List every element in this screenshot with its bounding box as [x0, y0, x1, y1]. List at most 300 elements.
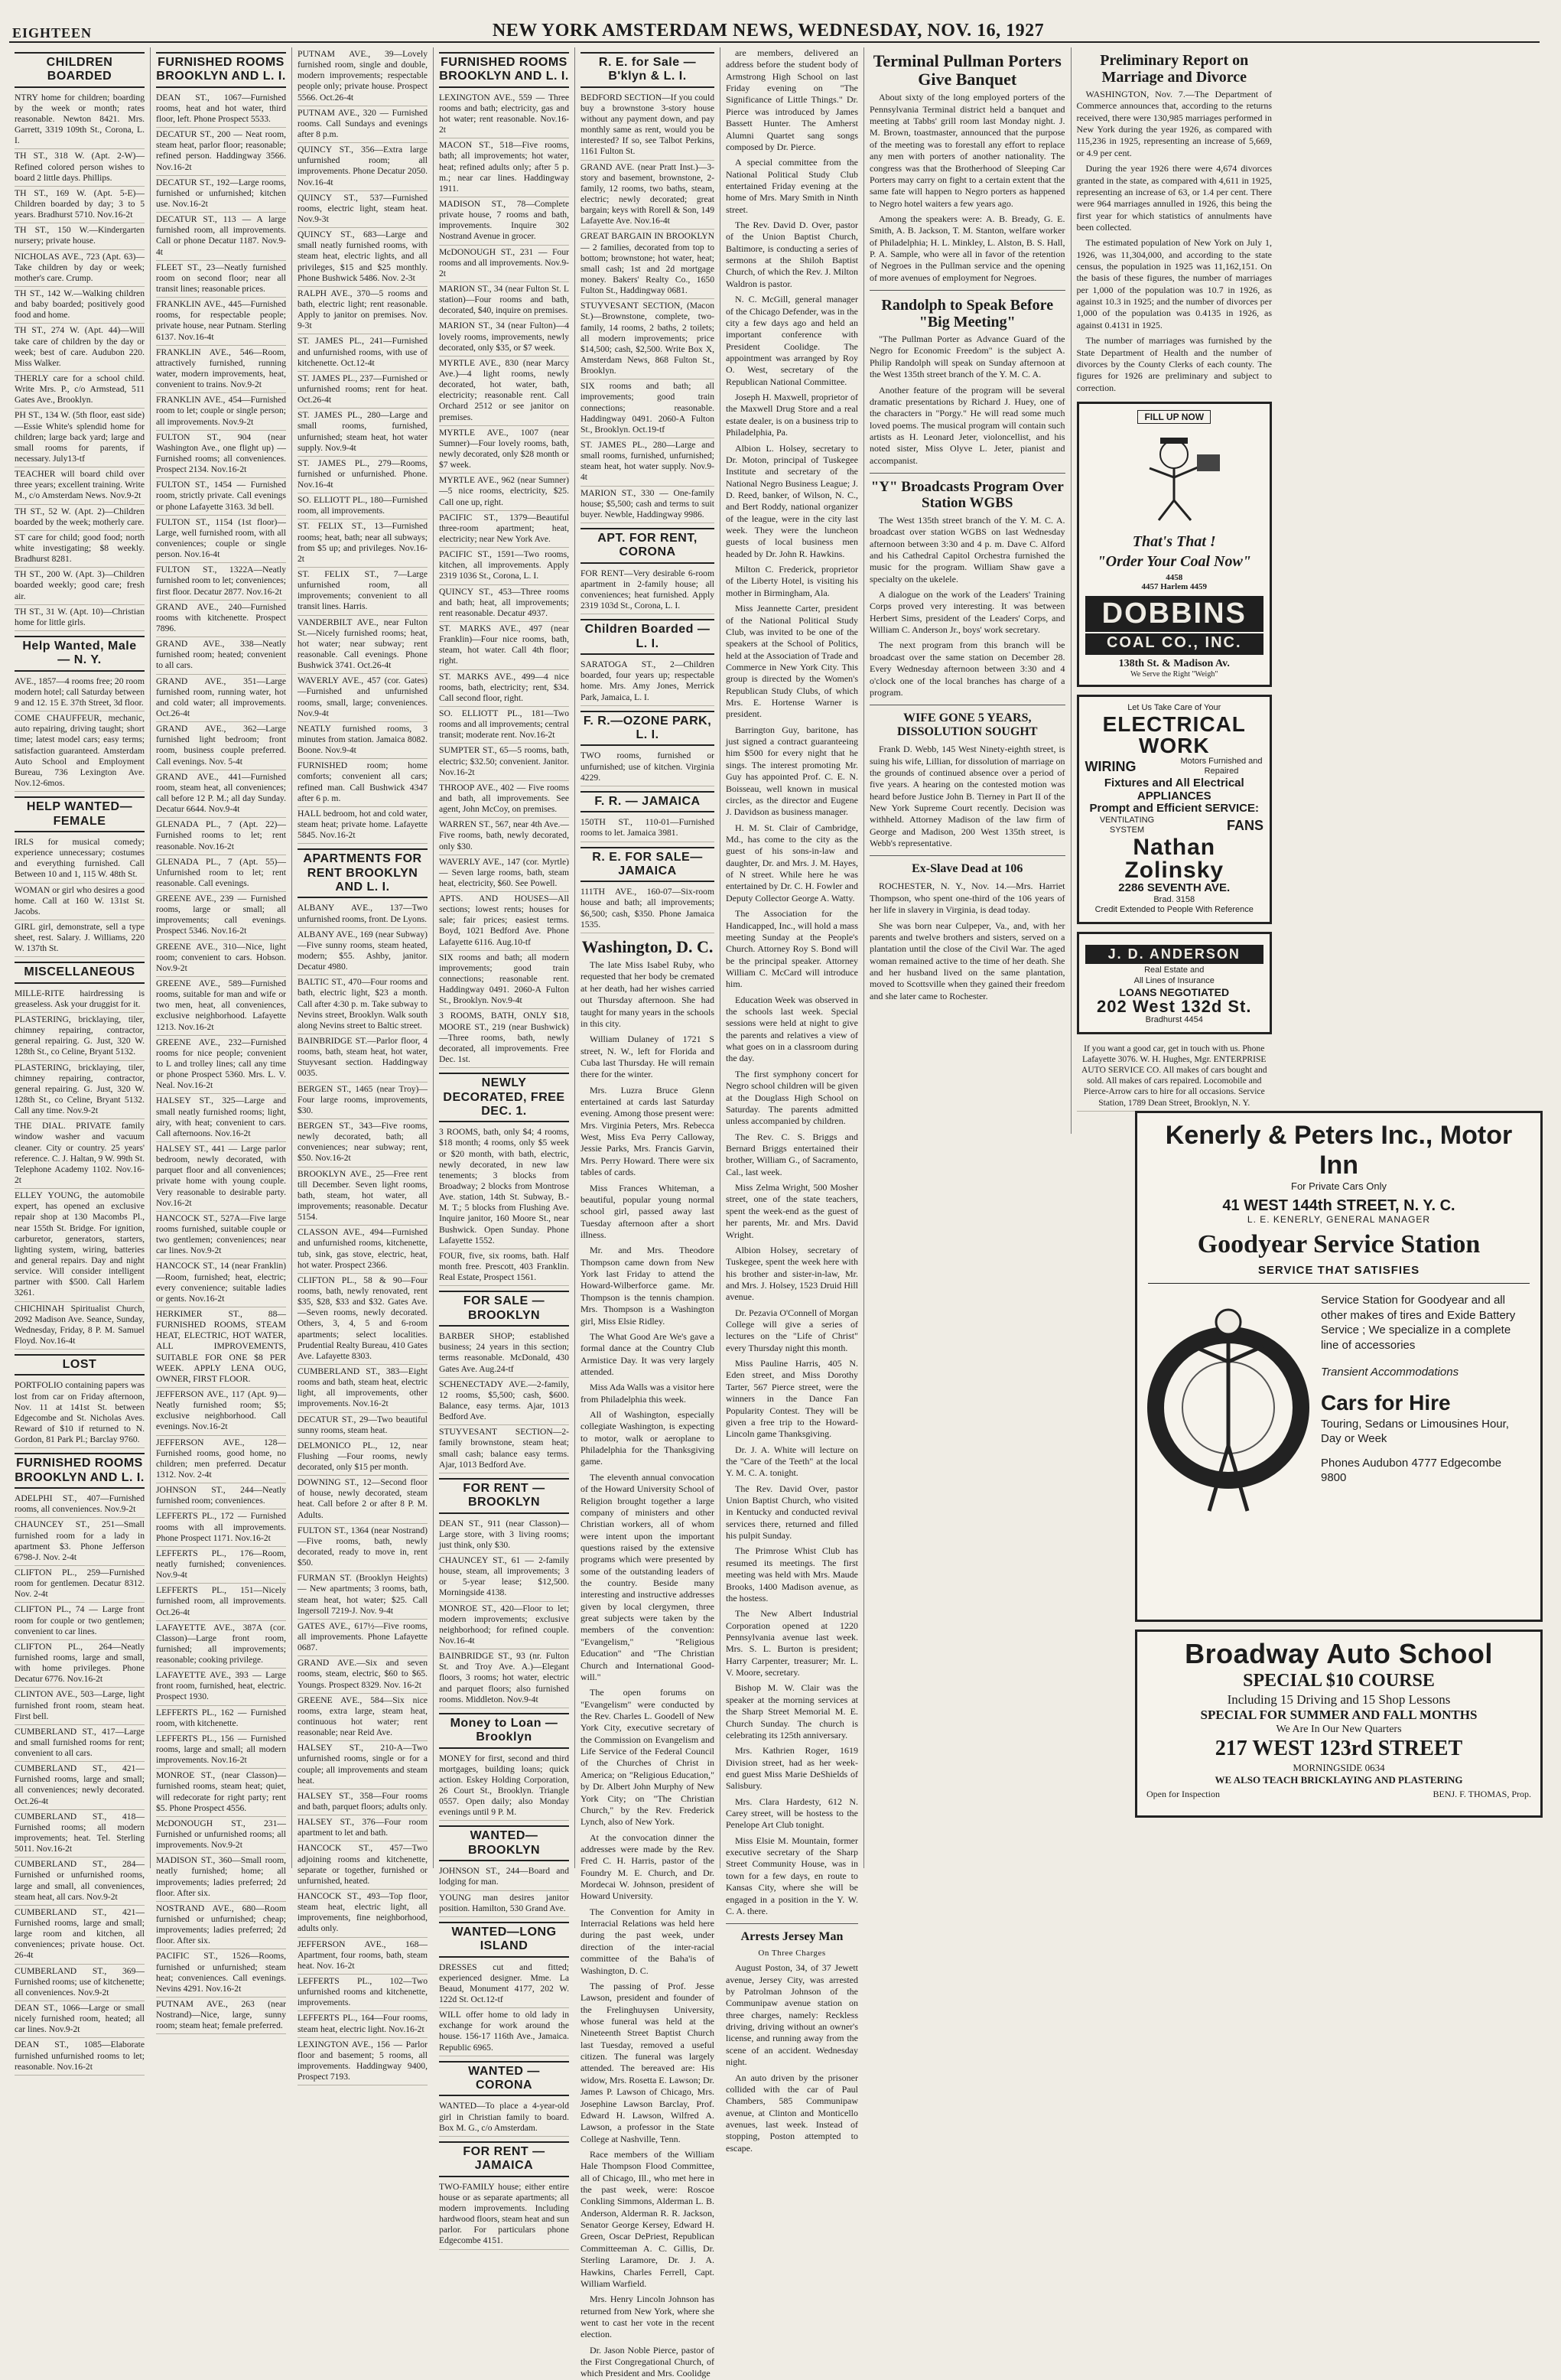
classified-ad: SARATOGA ST., 2—Children boarded, four years up; respectable home. Mrs. Amy Jones, Merrick Park, Jamaica, L. I.	[580, 658, 714, 706]
classified-ad: GRAND AVE., 338—Neatly furnished room; heated; convenient to all cars.	[156, 637, 286, 674]
story-paragraph: August Poston, 34, of 37 Jewett avenue, Jersey City, was arrested by Patrolman Johnson of the Communipaw avenue station on three charges, namely: Reckless driving, driving without an owner's license, and running away from the scene of an accident. Wednesday night.	[726, 1962, 858, 2068]
classified-ad: WAVERLY AVE., 147 (cor. Myrtle) — Seven large rooms, bath, steam heat, electricity, $60. See Powell.	[439, 855, 569, 892]
ad-list	[15, 1492, 145, 2076]
coal-company: COAL CO., INC.	[1085, 633, 1264, 655]
classified-ad: ALBANY AVE., 137—Two unfurnished rooms, front. De Lyons.	[298, 901, 428, 927]
classified-ad: FLEET ST., 23—Neatly furnished room on second floor; near all transit lines; reasonable prices.	[156, 261, 286, 298]
classified-ad: NEATLY furnished rooms, 3 minutes from station. Jamaica 8082. Boone. Nov.9-4t	[298, 722, 428, 759]
section-heading: FURNISHED ROOMS BROOKLYN AND L. I.	[15, 1453, 145, 1489]
classified-ad: LEFFERTS PL., 151—Nicely furnished room, all improvements. Oct.26-4t	[156, 1584, 286, 1620]
classified-ad: WAVERLY AVE., 457 (cor. Gates) —Furnished and unfurnished rooms, small, large; conveniences. Nov.9-4t	[298, 674, 428, 722]
classified-ad: THROOP AVE., 402 — Five rooms and bath, all improvements. See agent, John McCoy, on premises.	[439, 781, 569, 818]
classified-ad: FOR RENT—Very desirable 6-room apartment in 2-family house; all conveniences; heat furnished. Apply 2319 103d St., Corona, L. I.	[580, 567, 714, 615]
story-headline: Preliminary Report on Marriage and Divorce	[1100, 52, 1249, 86]
classified-ad: ST. MARKS AVE., 497 (near Franklin)—Four nice rooms, bath, steam, hot water. Call 4th floor; right.	[439, 622, 569, 670]
story-paragraph: The Rev. David D. Over, pastor of the Union Baptist Church, Baltimore, is conducting a series of sermons at the Shiloh Baptist Church, of which the Rev. J. Milton Waldron is pastor.	[726, 220, 858, 289]
story-paragraph: Mrs. Kathrien Roger, 1619 Division street, had as her week-end guest Miss Marie DeShields of Salisbury.	[726, 1745, 858, 1792]
classified-ad: VANDERBILT AVE., near Fulton St.—Nicely furnished rooms; heat, hot water; near subway; rent reasonable. Call evenings. Phone Bushwick 3741. Oct.26-4t	[298, 616, 428, 675]
classified-ad: PLASTERING, bricklaying, tiler, chimney repairing, contractor, general repairing. G. Just, 320 W. 128th St., co Celine, Bryant 5132.	[15, 1013, 145, 1061]
ad-list	[580, 816, 714, 842]
story-headline: Terminal Pullman Porters Give Banquet	[873, 51, 1062, 90]
story-paragraph: Education Week was observed in the schools last week. Special sessions were held at night to give the parents and relatives a view of what goes on in a classroom during the day.	[726, 994, 858, 1064]
section-heading: F. R. — JAMAICA	[580, 791, 714, 812]
story-headline: Randolph to Speak Before "Big Meeting"	[881, 297, 1054, 331]
section-heading: APARTMENTS FOR RENT BROOKLYN AND L. I.	[298, 848, 428, 898]
classified-ad: MONEY for first, second and third mortgages, building loans; quick action. Eskey Holding Corporation, 26 Court St., Brooklyn. Triangle 0557. Open daily; also Monday evenings until 9 P. M.	[439, 1752, 569, 1822]
story-paragraph: The first symphony concert for Negro school children will be given at the Douglass High School on Saturday. The parents admitted unless accompanied by children.	[726, 1068, 858, 1127]
classified-ad: PUTNAM AVE., 39—Lovely furnished room, single and double, modern improvements; respectable people only; private house. Prospect 5566. Oct.26-4t	[298, 47, 428, 106]
section-heading: Children Boarded — L. I.	[580, 619, 714, 655]
notice: FOUR, five, six rooms, bath. Half month free. Prescott, 403 Franklin. Real Estate, Prospect 1561.	[439, 1249, 569, 1286]
story-body	[1077, 89, 1273, 394]
ad-list	[439, 1864, 569, 1917]
classified-ad: TH ST., 142 W.—Walking children and baby boarded; positively good food and home.	[15, 287, 145, 324]
story-headline: WIFE GONE 5 YEARS, DISSOLUTION SOUGHT	[896, 711, 1038, 739]
story-paragraph: The Association for the Handicapped, Inc., will hold a mass meeting Sunday at the People's Church. Attorney Roy S. Bond will be the principal speaker. Attorney William C. McCard will introduce him.	[726, 908, 858, 990]
classified-ad: GRAND AVE., 240—Furnished rooms with kitchenette. Prospect 7896.	[156, 601, 286, 637]
classified-ad: TH ST., 52 W. (Apt. 2)—Children boarded by the week; motherly care.	[15, 505, 145, 531]
section-heading: F. R.—OZONE PARK, L. I.	[580, 711, 714, 747]
classified-ad: GLENADA PL., 7 (Apt. 22)—Furnished rooms to let; rent reasonable. Nov.16-2t	[156, 818, 286, 855]
story-paragraph: Miss Zelma Wright, 500 Mosher street, one of the state teachers, spent the week-end as the guest of her parents, Mr. and Mrs. David Wright.	[726, 1182, 858, 1240]
story-paragraph: The Rev. David Over, pastor Union Baptist Church, who visited in Kentucky and conducted revival services there, returned and filled his pulpit Sunday.	[726, 1483, 858, 1542]
classified-ad: DECATUR ST., 29—Two beautiful sunny rooms, steam heat.	[298, 1413, 428, 1439]
classified-ad: GREAT BARGAIN IN BROOKLYN — 2 families, decorated from top to bottom; brownstone; hot water, heat; small cash; 1st and 2d mortgage money. Bakers' Realty Co., 1650 Fulton St., Haddingway 0681.	[580, 230, 714, 299]
story-paragraph: Mr. and Mrs. Theodore Thompson came down from New York last Friday to attend the Howard-Wilberforce game. Mr. Thompson is the tennis champion. Mrs. Thompson is a Washington girl, Miss Elsie Ridley.	[580, 1245, 714, 1327]
story-paragraph: Joseph H. Maxwell, proprietor of the Maxwell Drug Store and a real estate dealer, is on a business trip to Philadelphia, Pa.	[726, 392, 858, 438]
story-paragraph: Frank D. Webb, 145 West Ninety-eighth street, is suing his wife, Lillian, for dissolution of marriage on the grounds of continued absence over a period of five years. A hearing on the contested motion was heard before Justice John B. Tierney in Part II of the New York Supreme Court recently. Decision was withheld. Attorney Madison of the law firm of George and Madison, 200 West 135th street, is Webb's representative.	[870, 744, 1065, 849]
classified-ad: TWO-FAMILY house; either entire house or as separate apartments; all modern improvements. Including hardwood floors, steam heat and sun parlor. For particulars phone Edgecombe 4151.	[439, 2180, 569, 2250]
classified-ad: ST. JAMES PL., 237—Furnished or unfurnished rooms; rent for heat. Oct.26-4t	[298, 372, 428, 409]
coal-address: 138th St. & Madison Av.	[1118, 657, 1230, 669]
classified-ad: TH ST., 150 W.—Kindergarten nursery; private house.	[15, 223, 145, 249]
classified-ad: SCHENECTADY AVE.—2-family, 12 rooms, $5,500; cash, $600. Balance, easy terms. Ajar, 1013 Bedford Ave.	[439, 1378, 569, 1426]
story-paragraph: Another feature of the program will be several dramatic presentations by Richard J. Huey, one of the characters in "Porgy." He will read some much loved poems. The musical program will contain such artists as H. Leonard Jeter, violoncellist, and his noted sister, Miss Olyve L. Jeter, pianist and accompanist.	[870, 384, 1065, 466]
classified-ad: MARION ST., 34 (near Fulton St. L station)—Four rooms and bath, decorated, $40, inquire on premises.	[439, 282, 569, 319]
story-paragraph: Milton C. Frederick, proprietor of the Liberty Hotel, is visiting his mother in Birmingham, Ala.	[726, 564, 858, 598]
classified-ad: THE DIAL. PRIVATE family window washer and vacuum cleaner. City or country. 25 years' reference. C. J. Haltan, 9 W. 99th St. Telephone Academy 1102. Nov.16-2t	[15, 1119, 145, 1189]
classified-ad: PUTNAM AVE., 263 (near Nostrand)—Nice, large, sunny room; steam heat; female preferred.	[156, 1997, 286, 2034]
classified-ad: CHAUNCEY ST., 61 — 2-family house, steam, all improvements; 3 or 5-year lease; $12,500. Morningside 4138.	[439, 1554, 569, 1602]
coal-ad	[1077, 402, 1273, 687]
electrical-ad: Let Us Take Care of Your ELECTRICAL WORK WIRING Motors Furnished and Repaired Fixtures and All Electrical APPLIANCES Prompt and Efficient SERVICE: VENTILATING SYSTEM FANS Nathan Zolinsky 2286 SEVENTH AVE. Brad. 3158 Credit Extended to People With Reference	[1077, 695, 1273, 924]
classified-ad: BARBER SHOP; established business; 24 years in this section; terms reasonable. McDonald, 430 Gates Ave. Aug.24-tf	[439, 1330, 569, 1378]
column-3	[292, 47, 434, 2082]
classified-ad: BERGEN ST., 343—Five rooms, newly decorated, bath; all conveniences; near subway; rent, $50. Nov.16-2t	[298, 1119, 428, 1167]
story-paragraph: Mrs. Clara Hardesty, 612 N. Carey street, will be hostess to the Penelope Art Club tonight.	[726, 1796, 858, 1831]
story-paragraph: Dr. Jason Noble Pierce, pastor of the First Congregational Church, of which President and Mrs. Coolidge	[580, 2344, 714, 2379]
classified-ad: BALTIC ST., 470—Four rooms and bath, electric light, $23 a month. Call after 4:30 p. m. Take subway to Nevins street, Brooklyn. Walk south along Nevins street to Baltic street.	[298, 975, 428, 1034]
story-paragraph: A special committee from the National Political Study Club entertained Friday evening at the home of Mrs. Mary Smith in Ninth street.	[726, 157, 858, 215]
classified-ad: LEXINGTON AVE., 559 — Three rooms and bath; electricity, gas and hot water; rent reasonable. Nov.16-2t	[439, 91, 569, 139]
ad-list	[15, 1379, 145, 1448]
notice: 3 ROOMS, BATH, ONLY $18, MOORE ST., 219 (near Bushwick)—Three rooms, bath, newly decorated, all improvements. Free Dec. 1st.	[439, 1009, 569, 1068]
story-body	[870, 515, 1065, 698]
story-paragraph: The number of marriages was furnished by the State Department of Health and the number of divorces by the County Clerks of each county. The figures for 1926 are preliminary and subject to correction.	[1076, 335, 1272, 393]
classified-ad: CUMBERLAND ST., 418—Furnished rooms; all modern improvements; heat. Tel. Sterling 5011. Nov.16-2t	[15, 1810, 145, 1858]
classified-ad: GRAND AVE.—Six and seven rooms, steam, electric, $60 to $65. Youngs. Prospect 8329. Nov. 16-2t	[298, 1656, 428, 1693]
story-paragraph: She was born near Culpeper, Va., and, with her parents and twelve brothers and sisters, served on a plantation until the close of the Civil War. The aged woman remained active to the time of her death. She and her husband lived on the same plantation, moved to Scottsville when they gained their freedom and she later came to Rochester.	[870, 920, 1065, 1001]
ad-list	[580, 567, 714, 615]
classified-ad: FRANKLIN AVE., 546—Room, attractively furnished, running water, modern improvements, heat, convenient to trains. Nov.9-2t	[156, 346, 286, 394]
classified-ad: CHICHINAH Spiritualist Church, 2092 Madison Ave. Seance, Sunday, Wednesday, Friday, 8 P. M. Samuel Floyd. Nov.16-4t	[15, 1302, 145, 1350]
story-body	[870, 92, 1065, 284]
classified-ad: FRANKLIN AVE., 445—Furnished rooms, for respectable people; private house, near Putnam. Sterling 6137. Nov.16-4t	[156, 298, 286, 346]
classified-ad: LEFFERTS PL., 102—Two unfurnished rooms and kitchenette, improvements.	[298, 1975, 428, 2011]
broadway-title: Broadway Auto School	[1185, 1638, 1493, 1669]
classified-ad: CLIFTON PL., 264—Neatly furnished rooms, large and small, with home privileges. Phone Decatur 6776. Nov.16-2t	[15, 1640, 145, 1688]
story-paragraph: "The Pullman Porter as Advance Guard of the Negro for Economic Freedom" is the subject A. Philip Randolph will speak on Sunday afternoon at the West 135th street branch of the Y. M. C. A.	[870, 334, 1065, 380]
classified-ad: GREENE AVE., 589—Furnished rooms, suitable for man and wife or two men, heat, all conveniences, exclusive neighborhood. Lafayette 1213. Nov.16-2t	[156, 977, 286, 1036]
classified-ad: ALBANY AVE., 169 (near Subway) —Five sunny rooms, steam heated, modern; $55. Ashby, janitor. Decatur 4980.	[298, 928, 428, 976]
classified-ad: CUMBERLAND ST., 369—Furnished rooms; use of kitchenette; all conveniences. Nov.9-2t	[15, 1965, 145, 2001]
classified-ad: PORTFOLIO containing papers was lost from car on Friday afternoon, Nov. 11 at 141st St. between Edgecombe and St. Nicholas Aves. Reward of $10 if returned to N. Gordon, 81 Park Pl.; Barclay 9760.	[15, 1379, 145, 1448]
classified-ad: LEFFERTS PL., 164—Four rooms, steam heat, electric light. Nov.16-2t	[298, 2011, 428, 2037]
story-paragraph: are members, delivered an address before the student body of Armstrong High School on last Friday evening on "The Significance of Little Things." Dr. Pierce was introduced by James Bassett Hunter. The Amherst Alumni Quartet sang songs composed by Dr. Pierce.	[726, 47, 858, 152]
classified-ad: FURNISHED room; home comforts; convenient all cars; refined man. Call Bushwick 4347 after 6 p. m.	[298, 759, 428, 807]
classified-ad: HALSEY ST., 210-A—Two unfurnished rooms, single or for a couple; all improvements and steam heat.	[298, 1741, 428, 1789]
classified-ad: JEFFERSON AVE., 128—Furnished rooms, good home, no children; men preferred. Decatur 1312. Nov. 2-4t	[156, 1436, 286, 1484]
bottom-right-ads	[1135, 1111, 1543, 1818]
classified-ad: MONROE ST., (near Classon)—furnished rooms, steam heat; quiet, will redecorate for right party; rent $5. Phone Prospect 4556.	[156, 1769, 286, 1817]
classified-ad: WARREN ST., 567, near 4th Ave.—Five rooms, bath, newly decorated, only $30.	[439, 818, 569, 855]
classified-ad: BEDFORD SECTION—If you could buy a brownstone 3-story house without any payment down, and pay monthly same as rent, would you be interested? If so, see Talbot Perkins, 1161 Fulton St.	[580, 91, 714, 161]
classified-ad: IRLS for musical comedy; experience unnecessary; costumes and everything furnished. Call Between 10 and 1, 115 W. 48th St.	[15, 835, 145, 884]
story-paragraph: H. M. St. Clair of Cambridge, Md., has come to the city as the guest of his sons-in-law and daughter, Dr. and Mrs. J. M. Hayes, of N street. While here he was entertained by Dr. C. H. Fowler and Deputy Collector George A. Watty.	[726, 822, 858, 903]
classified-ad: SUMPTER ST., 65—5 rooms, bath, electric; $32.50; convenient. Janitor. Nov.16-2t	[439, 744, 569, 780]
classified-ad: ST. FELIX ST., 7—Large unfurnished room, all improvements; convenient to all transit lines. Harris.	[298, 568, 428, 616]
section-heading: FOR SALE — BROOKLYN	[439, 1291, 569, 1327]
classified-ad: DECATUR ST., 113 — A large furnished room, all improvements. Call or phone Decatur 1187. Nov.9-4t	[156, 213, 286, 261]
classified-ad: STUYVESANT SECTION—2-family brownstone, steam heat; small cash; balance easy terms. Ajar, 1013 Bedford Ave.	[439, 1425, 569, 1473]
coal-phone: 4457 Harlem 4459	[1141, 581, 1208, 591]
classified-ad: DRESSES cut and fitted; experienced designer. Mme. La Beaud, Monument 4177, 202 W. 122d St. Oct.12-tf	[439, 1961, 569, 2009]
coal-motto: We Serve the Right "Weigh"	[1130, 669, 1218, 679]
classified-ad: CLIFTON PL., 58 & 90—Four rooms, bath, newly renovated, rent $35, $28, $33 and $32. Gates Ave. —Seven rooms, newly decorated. Others, 3, 4, 5 and 6-room apartments; select localities. Prudential Realty Bureau, 410 Gates Ave. Lafayette 8303.	[298, 1274, 428, 1365]
classified-ad: FURMAN ST. (Brooklyn Heights)— New apartments; 3 rooms, bath, steam heat, hot water; $25. Call Ingersoll 7219-J. Nov. 9-4t	[298, 1571, 428, 1620]
story-body	[726, 1962, 858, 2154]
story-paragraph: Dr. Pezavia O'Connell of Morgan College will give a series of lectures on the "Life of Christ" every Thursday night this month.	[726, 1307, 858, 1353]
classified-ad: 111TH AVE., 160-07—Six-room house and bath; all improvements; $6,500; cash, $350. Phone Jamaica 1535.	[580, 885, 714, 933]
section-heading: Money to Loan — Brooklyn	[439, 1713, 569, 1749]
classified-ad: TH ST., 274 W. (Apt. 44)—Will take care of children by the day or week; best of care. Audubon 220. Miss Walker.	[15, 324, 145, 372]
story-headline: Arrests Jersey Man	[740, 1930, 844, 1944]
goodyear-title: Goodyear Service Station	[1197, 1230, 1481, 1259]
tire-man-icon	[1148, 1293, 1309, 1522]
ad-list	[15, 835, 145, 957]
classified-ad: 150TH ST., 110-01—Furnished rooms to let. Jamaica 3981.	[580, 816, 714, 842]
section-heading: R. E. for Sale — B'klyn & L. I.	[580, 52, 714, 88]
classified-ad: MYRTLE AVE., 962 (near Sumner) —5 nice rooms, electricity, $25. Call one up, right.	[439, 474, 569, 510]
classified-ad: QUINCY ST., 537—Furnished rooms, electric light, steam heat. Nov.9-3t	[298, 191, 428, 228]
story-paragraph: Dr. J. A. White will lecture on the "Care of the Teeth" at the local Y. M. C. A. tonight.	[726, 1444, 858, 1479]
classified-ad: HALL bedroom, hot and cold water, steam heat; private home. Lafayette 5845. Nov.16-2t	[298, 807, 428, 844]
classified-ad: MILLE-RITE hairdressing is greaseless. Ask your druggist for it.	[15, 987, 145, 1013]
classified-ad: HALSEY ST., 358—Four rooms and bath, parquet floors; adults only.	[298, 1789, 428, 1815]
classified-ad: CLIFTON PL., 74 — Large front room for couple or two gentlemen; convenient to car lines.	[15, 1603, 145, 1639]
story-paragraph: The eleventh annual convocation of the Howard University School of Religion brought together a large company of ministers and other Christian workers, all of whom were intent upon the important questions raised by the extensive programs which were presented by some of the outstanding leaders of the country. Beside many interesting and instructive addresses given by local clergymen, three great subjects were taken by the members of the convention: "Evangelism," "Religious Education" and "The Christian Church and International Good-will."	[580, 1471, 714, 1682]
story-paragraph: The passing of Prof. Jesse Lawson, president and founder of the Frelinghuysen University, whose funeral was held at the Nineteenth Street Baptist Church last Tuesday, removed a useful citizen. The funeral was largely attended. The bereaved are: His widow, Mrs. Rosetta E. Lawson; Dr. James P. Lawson of Chicago, Mrs. Josephine Lawson Barclay, Prof. Edward H. Lawson, Wilfred A. Lawson, a professor in the State College at Nashville, Tenn.	[580, 1980, 714, 2144]
anderson-ad: J. D. ANDERSON Real Estate and All Lines of Insurance LOANS NEGOTIATED 202 West 132d St. Bradhurst 4454	[1077, 932, 1273, 1034]
classified-ad: MARION ST., 330 — One-family house; $5,500; cash and terms to suit buyer. Newble, Haddingway 9986.	[580, 487, 714, 523]
story-paragraph: The Primrose Whist Club has resumed its meetings. The first meeting was held with Mrs. Maude Brooks, 1400 Madison avenue, as the hostess.	[726, 1545, 858, 1603]
classified-ad: SO. ELLIOTT PL., 181—Two rooms and all improvements; central transit; moderate rent. Nov.16-2t	[439, 707, 569, 744]
classified-ad: FULTON ST., 1154 (1st floor)—Large, well furnished room, with all conveniences; couple or single person. Nov.16-4t	[156, 516, 286, 564]
coal-phone: 4458	[1166, 572, 1183, 582]
section-heading: WANTED—BROOKLYN	[439, 1825, 569, 1861]
classified-ad: STUYVESANT SECTION, (Macon St.)—Brownstone, complete, two-family, 14 rooms, 2 baths, 2 toilets; all modern improvements; price $14,500; cash, $2,500. Write Box X, Amsterdam News, 868 Fulton St., Brooklyn.	[580, 299, 714, 379]
story-paragraph: WASHINGTON, Nov. 7.—The Department of Commerce announces that, according to the returns received, there were 130,985 marriages performed in New York during the year 1926, as compared with 115,236 in 1925, representing an increase of 5,669, or 4.9 per cent.	[1076, 89, 1272, 158]
classified-ad: GRAND AVE., 441—Furnished room, steam heat, all conveniences; call before 12 P. M.; all day Sunday. Decatur 6644. Nov.9-4t	[156, 770, 286, 819]
story-paragraph: William Dulaney of 1721 S street, N. W., left for Florida and Cuba last Thursday. He will remain there for the winter.	[580, 1034, 714, 1080]
classified-ad: GLENADA PL., 7 (Apt. 55)—Unfurnished room to let; rent reasonable. Call evenings.	[156, 855, 286, 892]
classified-ad: YOUNG man desires janitor position. Hamilton, 530 Grand Ave.	[439, 1891, 569, 1917]
classified-ad: QUINCY ST., 683—Large and small neatly furnished rooms, with steam heat, electric lights, and all privileges, $15 and $25 monthly. Phone Bushwick 5486. Nov. 2-3t	[298, 228, 428, 287]
column-6	[720, 47, 864, 2154]
section-heading: FOR RENT — JAMAICA	[439, 2141, 569, 2177]
classified-ad: WOMAN or girl who desires a good home. Call at 160 W. 131st St. Jacobs.	[15, 884, 145, 920]
classified-ad: TH ST., 31 W. (Apt. 10)—Christian home for little girls.	[15, 605, 145, 631]
story-paragraph: Miss Pauline Harris, 405 N. Eden street, and Miss Dorothy Tarter, 567 Pierce street, were the winners in the Dance Fan Popularity Contest. They will be given a free trip to the Howard-Lincoln game Thanksgiving.	[726, 1358, 858, 1440]
fill-up-banner: FILL UP NOW	[1137, 410, 1211, 424]
section-heading: Help Wanted, Male — N. Y.	[15, 636, 145, 672]
classified-ad: ST care for child; good food; north white investigating; $8 weekly. Bradhurst 8281.	[15, 531, 145, 568]
classified-ad: LEFFERTS PL., 176—Room, neatly furnished; conveniences. Nov.9-4t	[156, 1547, 286, 1584]
classified-ad: GREENE AVE., 584—Six nice rooms, extra large, steam heat, continuous hot water; rent reasonable; near Reid Ave.	[298, 1694, 428, 1742]
section-heading: HELP WANTED—FEMALE	[15, 796, 145, 832]
classified-ad: ST. JAMES PL., 279—Rooms, furnished or unfurnished. Phone. Nov.16-4t	[298, 457, 428, 493]
classified-ad: GREENE AVE., 239 — Furnished rooms, large or small; all improvements; call evenings. Prospect 5346. Nov.16-2t	[156, 892, 286, 940]
classified-ad: CLIFTON PL., 259—Furnished room for gentlemen. Decatur 8312. Nov. 2-4t	[15, 1566, 145, 1603]
dobbins-logo: DOBBINS	[1085, 596, 1264, 632]
section-heading: FOR RENT — BROOKLYN	[439, 1478, 569, 1514]
classified-ad: McDONOUGH ST., 231 — Four rooms and all improvements. Nov.9-2t	[439, 246, 569, 282]
story-headline: "Y" Broadcasts Program Over Station WGBS	[870, 479, 1064, 511]
classified-ad: FULTON ST., 1454 — Furnished room, strictly private. Call evenings or phone Lafayette 3163. 3d bell.	[156, 478, 286, 515]
classified-ad: THERLY care for a school child. Write Mrs. P., c/o Armstead, 511 Gates Ave., Brooklyn.	[15, 372, 145, 409]
notice: 3 ROOMS, bath, only $4; 4 rooms, $18 month; 4 rooms, only $5 week or $20 month, with bath, electric, newly decorated, in new law tenements; 3 blocks from Broadway; 2 blocks from Montrose Ave. station, 14th St. Subway, B.-M. T.; 5 blocks from Flushing Ave. Inquire janitor, 160 Moore St., near Bushwick. Open Sunday. Phone Lafayette 1552.	[439, 1125, 569, 1249]
classified-ad: MARION ST., 34 (near Fulton)—4 lovely rooms, improvements, newly decorated, only $35, or $7 week.	[439, 319, 569, 356]
column-8	[1072, 47, 1278, 1134]
ad-list	[15, 987, 145, 1350]
classified-ad: SIX rooms and bath; all modern improvements; good train connections; reasonable rent. Haddingway 0491. 2060-A Fulton St., Brooklyn. Nov.9-4t	[439, 951, 569, 1010]
classified-ad: BAINBRIDGE ST., 93 (nr. Fulton St. and Troy Ave. A.)—Elegant floors, 3 rooms; hot water, electric and parquet floors; also furnished rooms. Middleton. Nov.9-4t	[439, 1649, 569, 1708]
classified-ad: SO. ELLIOTT PL., 180—Furnished room, all improvements.	[298, 493, 428, 519]
story-paragraph: The late Miss Isabel Ruby, who requested that her body be cremated at her death, had her wishes carried out Thursday afternoon. She had taught for many years in the schools in this city.	[580, 959, 714, 1029]
classified-ad: CLASSON AVE., 494—Furnished and unfurnished rooms, kitchenette, tub, sink, gas stove, electric, heat, hot water. Prospect 2366.	[298, 1226, 428, 1274]
ad-list	[439, 1517, 569, 1708]
story-paragraph: The Convention for Amity in Interracial Relations was held here during the past week, under direction of the inter-racial committee of the Baha'is of Washington, D. C.	[580, 1906, 714, 1976]
classified-ad: WANTED—To place a 4-year-old girl in Christian family to board. Box M. G., c/o Amsterdam.	[439, 2099, 569, 2136]
classified-ad: SIX rooms and bath; all improvements; good train connections; reasonable. Haddingway 0491. 2060-A Fulton St., Brooklyn. Oct.19-tf	[580, 379, 714, 438]
broadway-auto-ad: Broadway Auto School SPECIAL $10 COURSE Including 15 Driving and 15 Shop Lessons SPECIAL FOR SUMMER AND FALL MONTHS We Are In Our New Quarters 217 WEST 123rd STREET MORNINGSIDE 0634 WE ALSO TEACH BRICKLAYING AND PLASTERING Open for Inspection BENJ. F. THOMAS, Prop.	[1135, 1630, 1543, 1818]
classified-ad: LEXINGTON AVE., 156 — Parlor floor and basement; 5 rooms, all improvements. Haddingway 9400, Prospect 7193.	[298, 2038, 428, 2086]
classified-ad: BROOKLYN AVE., 25—Free rent till December. Seven light rooms, bath, steam, hot water, all improvements; reasonable. Decatur 5154.	[298, 1167, 428, 1226]
story-body	[870, 744, 1065, 849]
classified-ad: CLINTON AVE., 503—Large, light furnished front room, steam heat. First bell.	[15, 1688, 145, 1724]
kenerly-ad: Kenerly & Peters Inc., Motor Inn For Private Cars Only 41 WEST 144th STREET, N. Y. C. L. E. KENERLY, GENERAL MANAGER Goodyear Service Station SERVICE THAT SATISFIES Service Station for Goodyear and all other makes of tires and Exide Battery Service ; We specialize in a complete line of accessories Transient Accommodations Cars for Hire Touring, Sedans or Limousines Hour, Day or Week Phones Audubon 4777 Edgecombe 9800	[1135, 1111, 1543, 1622]
classified-ad: JOHNSON ST., 244—Board and lodging for man.	[439, 1864, 569, 1890]
ad-list	[439, 1752, 569, 1822]
story-paragraph: Among the speakers were: A. B. Bready, G. E. Smith, A. B. Jackson, T. M. Stanton, welfare worker of Philadelphia; H. L. Minkley, L. Alston, B. S. Hall, P. A. Sample, who were all in favor of the retention of Negroes in the Pullman service and the opening of more avenues of employment for Negroes.	[870, 213, 1065, 283]
ad-list	[439, 2099, 569, 2136]
ad-list	[156, 91, 286, 2035]
story-paragraph: Albion Holsey, secretary of Tuskegee, spent the week here with his brother and sister-in-law, Mr. and Mrs. J. Holsey, 1523 Druid Hill avenue.	[726, 1244, 858, 1303]
column-1	[9, 47, 151, 2072]
ad-list	[439, 91, 569, 1010]
story-headline: Ex-Slave Dead at 106	[912, 862, 1023, 876]
story-paragraph: The New Albert Industrial Corporation opened at 1220 Pennsylvania avenue last week. Mrs. S. L. Burton is president; Harry Carpenter, treasurer; Mr. L. V. Moore, secretary.	[726, 1608, 858, 1678]
classified-ad: CHAUNCEY ST., 251—Small furnished room for a lady in apartment $3. Phone Jefferson 6798-J. Nov. 2-4t	[15, 1518, 145, 1566]
classified-ad: LEFFERTS PL., 162 — Furnished room, with kitchenette.	[156, 1706, 286, 1732]
classified-ad: PACIFIC ST., 1591—Two rooms, kitchen, all improvements. Apply 2319 1036 St., Corona, L. I.	[439, 548, 569, 584]
story-paragraph: ROCHESTER, N. Y., Nov. 14.—Mrs. Harriet Thompson, who spent one-third of the 106 years of her life in slavery in Virginia, is dead today.	[870, 881, 1065, 916]
classified-ad: GATES AVE., 617½—Five rooms, all improvements. Phone Lafayette 0687.	[298, 1620, 428, 1656]
classified-ad: ADELPHI ST., 407—Furnished rooms, all conveniences. Nov.9-2t	[15, 1492, 145, 1518]
classified-ad: RALPH AVE., 370—5 rooms and bath, electric light; rent reasonable. Apply to janitor on premises. Nov. 9-3t	[298, 287, 428, 335]
story-paragraph: All of Washington, especially collegiate Washington, is expecting to motor, walk or aeroplane to Philadelphia for the Thanksgiving game.	[580, 1409, 714, 1467]
classified-ad: CUMBERLAND ST., 417—Large and small furnished rooms for rent; convenient to all cars.	[15, 1725, 145, 1762]
section-heading: FURNISHED ROOMS BROOKLYN AND L. I.	[156, 52, 286, 88]
story-paragraph: The Rev. C. S. Briggs and Bernard Briggs entertained their brother, William G., of Sacramento, Cal., last week.	[726, 1131, 858, 1177]
story-paragraph: Bishop M. W. Clair was the speaker at the morning services at the Sharp Street Memorial M. E. Church Sunday. The church is celebrating its 125th anniversary.	[726, 1682, 858, 1740]
classified-ad: DELMONICO PL., 12, near Flushing —Four rooms, newly decorated, only $15 per month.	[298, 1439, 428, 1476]
story-paragraph: Miss Elsie M. Mountain, former executive secretary of the Sharp Street Community House, was in town for a few days, en route to Kansas City, where she will be engaged in a position in the Y. W. C. A. there.	[726, 1835, 858, 1916]
classified-ad: DEAN ST., 911 (near Classon)—Large store, with 3 living rooms; just think, only $30.	[439, 1517, 569, 1554]
classified-ad: GREENE AVE., 232—Furnished rooms for nice people; convenient to L and trolley lines; call any time or phone Prospect 5360. Mrs. L. V. Neal. Nov.16-2t	[156, 1036, 286, 1095]
story-paragraph: The estimated population of New York on July 1, 1926, was 11,304,000, and according to the state census, the population in 1925 was 11,162,151. On the basis of these figures, the number of marriages per 1,000 of the population was 10.7 in 1926, as against 10.3 in 1925; and the number of divorces per 1,000 of the population was 0.4135 in 1926, as against 0.4131 in 1925.	[1076, 237, 1272, 330]
classified-ad: HANCOCK ST., 14 (near Franklin) —Room, furnished; heat, electric; every convenience; suitable ladies or gents. Nov.16-2t	[156, 1259, 286, 1307]
classified-ad: ELLEY YOUNG, the automobile expert, has opened an exclusive repair shop at 130 Macombs Pl., near 155th St. Bridge. For ignition, carburetor, generators, starters, lighting system, wiring, batteries and general repairs. Day and night service. Will consider intelligent partner with $500. Call Harlem 3261.	[15, 1189, 145, 1301]
classified-ad: CUMBERLAND ST., 421—Furnished rooms, large and small; all conveniences; newly decorated. Oct.26-4t	[15, 1762, 145, 1810]
ad-list	[298, 47, 428, 844]
coal-slogan: "Order Your Coal Now"	[1097, 552, 1251, 570]
story-subheadline: On Three Charges	[758, 1949, 826, 1958]
column-5	[575, 47, 720, 2379]
classified-ad: NOSTRAND AVE., 680—Room furnished or unfurnished; cheap; improvements; ladies preferred; 2d floor. After six.	[156, 1902, 286, 1950]
classified-ad: HALSEY ST., 376—Four room apartment to let and bath.	[298, 1815, 428, 1841]
story-headline: Washington, D. C.	[581, 936, 714, 956]
classified-ad: HERKIMER ST., 88—FURNISHED ROOMS, STEAM HEAT, ELECTRIC, HOT WATER, ALL IMPROVEMENTS, SUITABLE FOR ONE $8 PER WEEK. APPLY LENA OUG, OWNER, FIRST FLOOR.	[156, 1307, 286, 1388]
classified-ad: APTS. AND HOUSES—All sections; lowest rents; houses for sale; fair prices; easiest terms. Boyd, 1021 Bedford Ave. Phone Lafayette 6116. Aug.10-tf	[439, 892, 569, 951]
section-heading: FURNISHED ROOMS BROOKLYN AND L. I.	[439, 52, 569, 88]
classified-ad: GRAND AVE., 351—Large furnished room, running water, hot and cold water; all improvements. Oct.26-4t	[156, 675, 286, 723]
ad-list	[439, 2180, 569, 2250]
classified-ad: JEFFERSON AVE., 168—Apartment, four rooms, bath, steam heat. Nov. 16-2t	[298, 1938, 428, 1975]
story-paragraph: Barrington Guy, baritone, has just signed a contract guaranteeing him $500 for every night that he sings. The interest promoting Mr. Guy has appointed Prof. C. E. N. Boisseau, well known in musical circles, as the director and Eugene J. Davidson as business manager.	[726, 724, 858, 818]
classified-ad: FULTON ST., 1364 (near Nostrand) —Five rooms, bath, newly decorated, ready to move in, rent $50.	[298, 1524, 428, 1572]
classified-ad: GRAND AVE. (near Pratt Inst.)—3-story and basement, brownstone, 2-family, 12 rooms, two baths, steam, electric; newly decorated; great bargain; keys with Rorell & Son, 149 Lafayette Ave. Nov.16-4t	[580, 161, 714, 230]
classified-ad: JEFFERSON AVE., 117 (Apt. 9)—Neatly furnished room; $5; exclusive neighborhood. Call evenings. Nov.16-2t	[156, 1388, 286, 1436]
classified-ad: WILL offer home to old lady in exchange for work around the house. 156-17 116th Ave., Jamaica. Republic 6965.	[439, 2008, 569, 2056]
story-paragraph: Mrs. Luzra Bruce Glenn entertained at cards last Saturday evening. Among those present were: Mrs. Virginia Peters, Mrs. Rebecca West, Miss Eva Perry Calloway, Jessie Parks, Mrs. Francis Garvin, Mrs. Perry Howard. There were six tables of cards.	[580, 1084, 714, 1178]
classified-ad: FRANKLIN AVE., 454—Furnished room to let; couple or single person; all improvements. Nov.9-2t	[156, 393, 286, 430]
classified-ad: LAFAYETTE AVE., 393 — Large front room, furnished, heat, electric. Prospect 1930.	[156, 1669, 286, 1705]
classified-ad: DEAN ST., 1085—Elaborate furnished unfurnished rooms to let; reasonable. Nov.16-2t	[15, 2038, 145, 2075]
classified-ad: AVE., 1857—4 rooms free; 20 room modern hotel; call Saturday between 9 and 12. 15 E. 37th Street, 3d floor.	[15, 675, 145, 711]
story-body	[580, 959, 714, 2380]
classified-ad: ST. JAMES PL., 280—Large and small rooms, furnished, unfurnished; steam heat, hot water supply. Nov.9-4t	[298, 409, 428, 457]
classified-ad: DEAN ST., 1066—Large or small nicely furnished room, heated; all car lines. Nov.9-2t	[15, 2001, 145, 2038]
ad-list	[580, 749, 714, 786]
classified-ad: FULTON ST., 904 (near Washington Ave., one flight up) — Furnished rooms; all conveniences. Prospect 2134. Nov.16-2t	[156, 431, 286, 479]
column-4	[434, 47, 575, 2246]
classified-ad: MONROE ST., 420—Floor to let; modern improvements; exclusive neighborhood; for refined couple. Nov.16-4t	[439, 1602, 569, 1650]
classified-ad: HALSEY ST., 441 — Large parlor bedroom, newly decorated, with parquet floor and all conveniences; private home with young couple. Very reasonable to desirable party. Nov.16-2t	[156, 1142, 286, 1212]
ad-list	[439, 1330, 569, 1473]
classified-ad: JOHNSON ST., 244—Neatly furnished room; conveniences.	[156, 1483, 286, 1509]
section-heading: APT. FOR RENT, CORONA	[580, 528, 714, 564]
classified-ad: TH ST., 169 W. (Apt. 5-E)—Children boarded by day; 3 to 5 years. Bradhurst 5710. Nov.16-2t	[15, 187, 145, 223]
ad-list	[15, 91, 145, 631]
classified-ad: GIRL girl, demonstrate, sell a type sheet, rest. Salary. J. Williams, 220 W. 137th St.	[15, 920, 145, 957]
section-heading: MISCELLANEOUS	[15, 962, 145, 983]
column-2	[151, 47, 292, 2031]
story-paragraph: During the year 1926 there were 4,674 divorces granted in the state, as compared with 4,611 in 1925, representing an increase of 63, or 1.4 per cent. There were 964 marriages annulled in 1926, this being the first year for which statistics of annulments have been collected.	[1076, 163, 1272, 233]
classified-ad: GRAND AVE., 362—Large furnished light bedroom; front room, business couple preferred. Call evenings. Nov. 5-4t	[156, 722, 286, 770]
classified-ad: TWO rooms, furnished or unfurnished; use of kitchen. Virginia 4229.	[580, 749, 714, 786]
section-heading: WANTED—LONG ISLAND	[439, 1922, 569, 1958]
classified-ad: PH ST., 134 W. (5th floor, east side)—Essie White's splendid home for children; large back yard; large and small rooms for parents, if necessary. July13-tf	[15, 409, 145, 467]
section-heading: R. E. FOR SALE—JAMAICA	[580, 847, 714, 883]
story-paragraph: Mrs. Henry Lincoln Johnson has returned from New York, where she went to cast her vote in the recent election.	[580, 2294, 714, 2340]
classified-ad: DECATUR ST., 192—Large rooms, furnished or unfurnished; kitchen use. Nov.16-2t	[156, 176, 286, 213]
story-paragraph: The West 135th street branch of the Y. M. C. A. broadcast over station WGBS on last Wednesday afternoon between 3:30 and 4 p. m. Dave C. Alford and his Cathedral Capitol Orchestra furnished the music for the program. William Shaw gave a specialty on the ukelele.	[870, 514, 1065, 584]
paper-title: NEW YORK AMSTERDAM NEWS, WEDNESDAY, NOV. 16, 1927	[492, 21, 1045, 41]
classified-ad: TEACHER will board child over three years; excellent training. Write M., c/o Amsterdam News. Nov.9-2t	[15, 467, 145, 504]
classified-ad: PACIFIC ST., 1379—Beautiful three-room apartment; heat, electricity; near New York Ave.	[439, 511, 569, 548]
classified-ad: CUMBERLAND ST., 421—Furnished rooms, large and small; large room and kitchen, all conveniences; private house. Oct. 26-4t	[15, 1906, 145, 1965]
section-heading: NEWLY DECORATED, FREE DEC. 1.	[439, 1073, 569, 1122]
story-body	[870, 881, 1065, 1002]
classified-ad: LEFFERTS PL., 172 — Furnished rooms with all improvements. Phone Prospect 1171. Nov.16-2t	[156, 1509, 286, 1546]
classified-ad: BAINBRIDGE ST.—Parlor floor, 4 rooms, bath, steam heat, hot water, Stuyvesant section. Haddingway 0035.	[298, 1034, 428, 1083]
story-body	[870, 334, 1065, 467]
coal-slogan: That's That !	[1132, 532, 1216, 550]
classified-ad: LAFAYETTE AVE., 387A (cor. Classon)—Large front room, furnished; all improvements; reasonable; cooking privilege.	[156, 1621, 286, 1669]
classified-ad: GREENE AVE., 310—Nice, light room; convenient to cars. Hobson. Nov.9-2t	[156, 940, 286, 977]
ad-list	[439, 1961, 569, 2056]
classified-ad: HALSEY ST., 325—Large and small neatly furnished rooms; light, airy, with heat; convenient to cars. Call afternoons. Nov.16-2t	[156, 1094, 286, 1142]
classified-ad: NTRY home for children; boarding by the week or month; rates reasonable. Newton 8421. Mrs. Garrett, 3319 109th St., Corona, L. I.	[15, 91, 145, 150]
classified-ad: PUTNAM AVE., 320 — Furnished rooms. Call Sundays and evenings after 8 p.m.	[298, 106, 428, 143]
story-paragraph: An auto driven by the prisoner collided with the car of Paul Chambers, 585 Communipaw avenue, at Clinton and Monticello avenues, last week. Instead of stopping, Poston attempted to escape.	[726, 2072, 858, 2154]
story-paragraph: A dialogue on the work of the Leaders' Training Corps proved very interesting. It was between Herbert Sims, president of the Leaders' Corps, and William C. Anderson Jr., boys' work secretary.	[870, 589, 1065, 636]
classified-ad: PACIFIC ST., 1526—Rooms, furnished or unfurnished; steam heat; conveniences. Call evenings. Nevins 4291. Nov.16-2t	[156, 1949, 286, 1997]
classified-ad: McDONOUGH ST., 231—Furnished or unfurnished rooms; all improvements. Nov.9-2t	[156, 1817, 286, 1854]
classified-ad: ST. MARKS AVE., 499—4 nice rooms, bath, electricity; rent, $34. Call second floor, right.	[439, 670, 569, 707]
story-paragraph: The What Good Are We's gave a formal dance at the Country Club Armistice Day. It was very largely attended.	[580, 1330, 714, 1377]
ad-list	[580, 91, 714, 523]
story-paragraph: The next program from this branch will be broadcast over the same station on December 28. Every Wednesday afternoon between 3:30 and 4 o'clock one of the local branches has charge of a program.	[870, 640, 1065, 698]
classified-ad: DEAN ST., 1067—Furnished rooms, heat and hot water, third floor, left. Phone Prospect 5533.	[156, 91, 286, 128]
classified-ad: NICHOLAS AVE., 723 (Apt. 63)—Take children by day or week; mother's care. Crump.	[15, 250, 145, 287]
coal-man-icon	[1120, 431, 1228, 523]
classified-ad: TH ST., 200 W. (Apt. 3)—Children boarded weekly; good care; fresh air.	[15, 568, 145, 604]
classified-ad: MYRTLE AVE., 830 (near Marcy Ave.)—4 light rooms, newly decorated, hot water, bath, electricity; reasonable rent. Call Orchard 2512 or see janitor on premises.	[439, 357, 569, 426]
classified-ad: TH ST., 318 W. (Apt. 2-W)—Refined colored person wishes to board 2 little days. Phillips.	[15, 149, 145, 186]
story-paragraph: N. C. McGill, general manager of the Chicago Defender, was in the city a few days ago and held an important conference with President Coolidge. The appointment was arranged by Roy O. West, secretary of the Republican National Committee.	[726, 294, 858, 387]
story-paragraph: The open forums on "Evangelism" were conducted by the Rev. Charles L. Goodell of New York City, executive secretary of the Commission on Evangelism and Life Service of the Federal Council of the Churches of Christ in America; on "Religious Education," by Dr. Albert John Murphy of New York City; on "The Christian Church," by the Rev. Frederick Lynch, also of New York.	[580, 1687, 714, 1828]
story-paragraph: Race members of the William Hale Thompson Flood Committee, all of Chicago, Ill., who met here in the past week, were: Roscoe Conkling Simmons, Alderman L. B. Anderson, Alderman R. R. Jackson, Senator George Kersey, Edward H. Green, Oscar DePriest, Republican Committeeman A. C. Gillis, Dr. Sterling Laramore, Dr. J. A. Hawkins, Charles Ferrell, Capt. William Warfield.	[580, 2148, 714, 2289]
classified-ad: BERGEN ST., 1465 (near Troy)—Four large rooms, improvements, $30.	[298, 1083, 428, 1119]
classified-ad: DECATUR ST., 200 — Neat room, steam heat, parlor floor; reasonable; refined person. Haddingway 3566. Nov.16-2t	[156, 128, 286, 176]
section-heading: LOST	[15, 1354, 145, 1376]
ad-list	[298, 901, 428, 2085]
story-paragraph: At the convocation dinner the addresses were made by the Rev. Fred C. H. Harris, pastor of the Foundry M. E. Church, and Dr. Mordecai W. Johnson, president of Howard University.	[580, 1831, 714, 1902]
classified-ad: MADISON ST., 78—Complete private house, 7 rooms and bath, improvements. Inquire 302 Nostrand Avenue in grocer.	[439, 197, 569, 246]
classified-ad: DOWNING ST., 12—Second floor of house, newly decorated, steam heat. Call before 2 or after 8 P. M. Adults.	[298, 1476, 428, 1524]
